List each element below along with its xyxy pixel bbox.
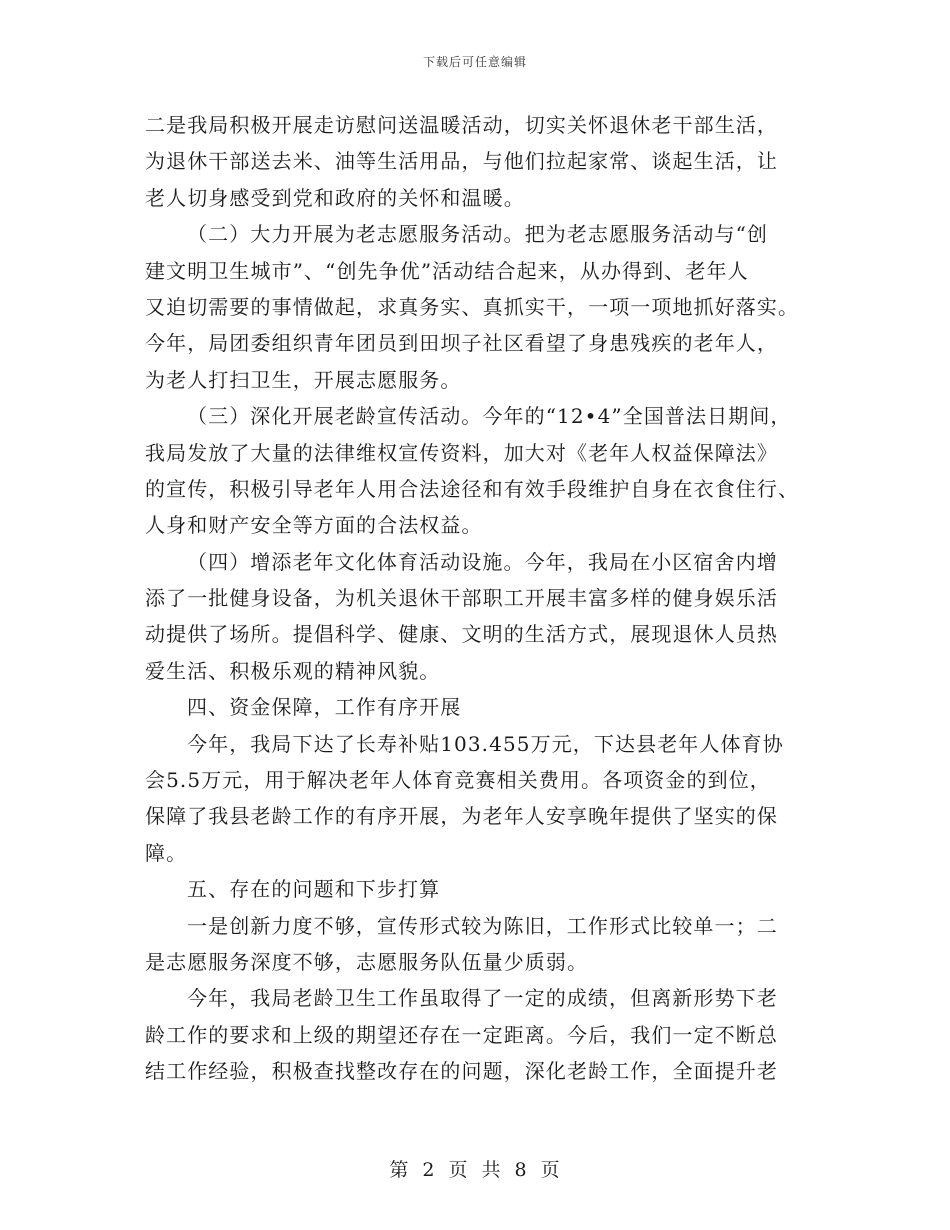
page-header-note: 下载后可任意编辑 [422, 55, 527, 69]
body-line: 我局发放了大量的法律维权宣传资料，加大对《老年人权益保障法》 [145, 440, 778, 465]
body-line: （三）深化开展老龄宣传活动。今年的“12•4”全国普法日期间， [187, 404, 792, 429]
section-heading: 四、资金保障，工作有序开展 [187, 695, 462, 720]
body-line: 人身和财产安全等方面的合法权益。 [145, 513, 483, 538]
body-line: 会5.5万元，用于解决老年人体育竞赛相关费用。各项资金的到位， [145, 768, 771, 793]
body-line: 障。 [145, 840, 188, 865]
body-line: 添了一批健身设备，为机关退休干部职工开展丰富多样的健身娱乐活 [145, 586, 778, 611]
body-line: 龄工作的要求和上级的期望还存在一定距离。今后，我们一定不断总 [145, 1022, 778, 1047]
body-line: 又迫切需要的事情做起，求真务实、真抓实干，一项一项地抓好落实。 [145, 294, 800, 319]
document-body [145, 107, 825, 1090]
body-line: 今年，局团委组织青年团员到田坝子社区看望了身患残疾的老年人， [145, 331, 778, 356]
body-line: 结工作经验，积极查找整改存在的问题，深化老龄工作，全面提升老 [145, 1059, 778, 1084]
section-heading: 五、存在的问题和下步打算 [187, 877, 441, 902]
body-line: （二）大力开展为老志愿服务活动。把为老志愿服务活动与“创 [187, 222, 769, 247]
body-line: 为退休干部送去米、油等生活用品，与他们拉起家常、谈起生活，让 [145, 149, 778, 174]
body-line: 今年，我局下达了长寿补贴103.455万元，下达县老年人体育协 [187, 731, 784, 756]
body-line: 今年，我局老龄卫生工作虽取得了一定的成绩，但离新形势下老 [187, 986, 778, 1011]
body-line: （四）增添老年文化体育活动设施。今年，我局在小区宿舍内增 [187, 549, 778, 574]
body-line: 是志愿服务深度不够，志愿服务队伍量少质弱。 [145, 949, 589, 974]
body-line: 二是我局积极开展走访慰问送温暖活动，切实关怀退休老干部生活， [145, 113, 778, 137]
body-line: 为老人打扫卫生，开展志愿服务。 [145, 367, 462, 392]
body-line: 老人切身感受到党和政府的关怀和温暖。 [145, 185, 525, 210]
body-line: 一是创新力度不够，宣传形式较为陈旧，工作形式比较单一；二 [187, 913, 778, 938]
body-line: 动提供了场所。提倡科学、健康、文明的生活方式，展现退休人员热 [145, 622, 778, 647]
body-line: 爱生活、积极乐观的精神风貌。 [145, 658, 441, 683]
body-line: 保障了我县老龄工作的有序开展，为老年人安享晚年提供了坚实的保 [145, 804, 778, 829]
page-number: 第 2 页 共 8 页 [389, 1159, 561, 1181]
body-line: 的宣传，积极引导老年人用合法途径和有效手段维护自身在衣食住行、 [145, 476, 800, 501]
body-line: 建文明卫生城市”、“创先争优”活动结合起来，从办得到、老年人 [145, 258, 749, 283]
